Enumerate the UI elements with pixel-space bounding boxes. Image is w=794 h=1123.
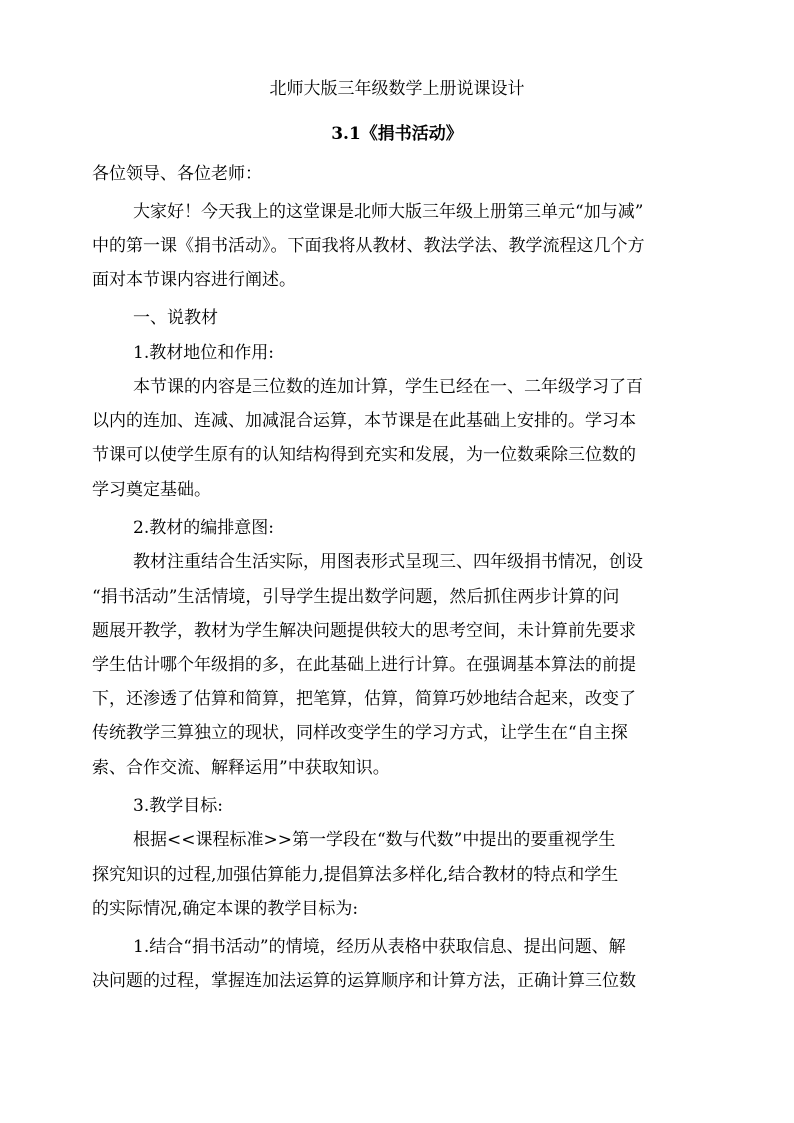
paragraph-line: 探究知识的过程,加强估算能力,提倡算法多样化,结合教材的特点和学生: [92, 865, 619, 885]
paragraph-line: 节课可以使学生原有的认知结构得到充实和发展，为一位数乘除三位数的: [92, 445, 636, 465]
paragraph-line: 传统教学三算独立的现状，同样改变学生的学习方式，让学生在“自主探: [92, 723, 628, 743]
paragraph-line: 根据<<课程标准>>第一学段在“数与代数”中提出的要重视学生: [133, 830, 616, 850]
paragraph-line: 索、合作交流、解释运用”中获取知识。: [92, 758, 390, 778]
paragraph-line: 以内的连加、连减、加减混合运算，本节课是在此基础上安排的。学习本: [92, 411, 636, 431]
document-title: [0, 79, 794, 99]
paragraph-line: 中的第一课《捐书活动》。下面我将从教材、教法学法、教学流程这几个方: [92, 236, 645, 256]
paragraph-line: 各位领导、各位老师：: [92, 164, 262, 184]
subtitle-lesson-name: 《捐书活动》: [360, 124, 463, 144]
paragraph-line: 1.结合“捐书活动”的情境，经历从表格中获取信息、提出问题、解: [133, 937, 626, 957]
title-text: 北师大版三年级数学上册说课设计: [269, 79, 525, 99]
document-subtitle: [0, 124, 794, 144]
subheading: 2.教材的编排意图:: [133, 518, 274, 538]
paragraph-line: 题展开教学，教材为学生解决问题提供较大的思考空间，未计算前先要求: [92, 621, 636, 641]
paragraph-line: 本节课的内容是三位数的连加计算，学生已经在一、二年级学习了百: [133, 377, 643, 397]
paragraph-line: 决问题的过程，掌握连加法运算的运算顺序和计算方法，正确计算三位数: [92, 971, 636, 991]
subheading: 3.教学目标:: [133, 796, 223, 816]
paragraph-line: 大家好！今天我上的这堂课是北师大版三年级上册第三单元“加与减”: [133, 202, 644, 222]
paragraph-line: 下，还渗透了估算和简算，把笔算，估算，简算巧妙地结合起来，改变了: [92, 689, 636, 709]
paragraph-line: 学习奠定基础。: [92, 480, 211, 500]
subheading: 1.教材地位和作用:: [133, 343, 274, 363]
paragraph-line: 的实际情况,确定本课的教学目标为:: [92, 899, 359, 919]
paragraph-line: “捐书活动”生活情境，引导学生提出数学问题，然后抓住两步计算的问: [92, 587, 620, 607]
paragraph-line: 学生估计哪个年级捐的多，在此基础上进行计算。在强调基本算法的前提: [92, 655, 636, 675]
section-heading: 一、说教材: [133, 308, 218, 328]
paragraph-line: 教材注重结合生活实际，用图表形式呈现三、四年级捐书情况，创设: [133, 552, 643, 572]
subtitle-number: 3.1: [331, 124, 361, 144]
paragraph-line: 面对本节课内容进行阐述。: [92, 270, 296, 290]
